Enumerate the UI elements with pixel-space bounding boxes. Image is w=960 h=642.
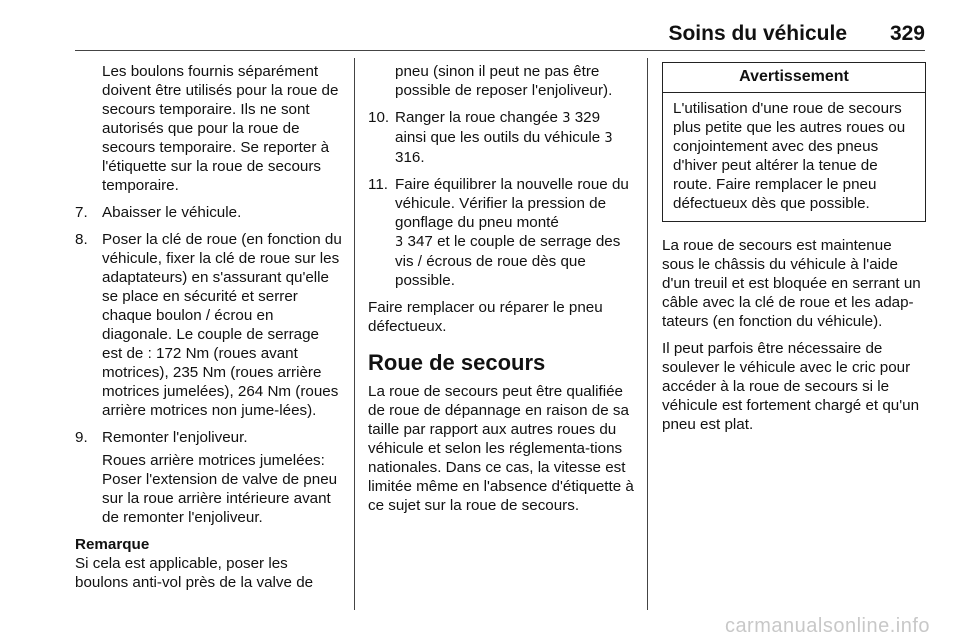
step-text: et le couple de serrage des vis / écrous de roue dès que possible.: [395, 233, 621, 289]
section-heading: Roue de secours: [368, 350, 546, 375]
step-number: 7.: [75, 204, 88, 221]
jack-paragraph: Il peut parfois être nécessaire de soulever le véhicule avec le cric pour accéder à la roue de secours si le véhicule est fortement chargé et qu'un pneu est plat.: [662, 340, 920, 433]
column-3: [662, 62, 926, 442]
step-number: 10.: [368, 109, 390, 126]
page-ref[interactable]: 316.: [395, 149, 425, 166]
step-text: Poser la clé de roue (en fonction du véhicule, fixer la clé de roue sur les adaptateurs) en s'assurant qu'elle se place en sécurité et serrer chaque boulon / écrou en diagonale. Le couple de serrage est de : 172 Nm (roues avant motrices), 235 Nm (roues arrière motrices jumelées), 264 Nm (roues arrière motrices non jume-lées).: [102, 231, 342, 419]
intro-paragraph: Les boulons fournis séparément doivent être utilisés pour la roue de secours temporaire. Ils ne sont autorisés que pour la roue de secours temporaire. Se reporter à l'étiquette sur la roue de secours temporaire.: [102, 63, 339, 194]
step-number: 11.: [368, 176, 388, 193]
step-9-note: Roues arrière motrices jumelées: Poser l'extension de valve de pneu sur la roue arrière intérieure avant de remonter l'enjoliveur.: [102, 452, 338, 526]
step-text: Remonter l'enjoliveur.: [102, 429, 248, 446]
warning-box: [662, 62, 926, 222]
page-header: [75, 22, 925, 50]
warning-title: Avertissement: [663, 63, 925, 93]
continued-text: pneu (sinon il peut ne pas être possible de reposer l'enjoliveur).: [395, 63, 613, 99]
step-text: Faire équilibrer la nouvelle roue du véhicule. Vérifier la pression de gonflage du pneu monté: [395, 176, 629, 231]
header-divider: [75, 50, 925, 51]
page-number: 329: [889, 22, 925, 45]
page-ref-arrow-icon: 3: [604, 131, 613, 146]
list-item-11: [368, 175, 634, 290]
warning-text: L'utilisation d'une roue de secours plus petite que les autres roues ou conjointement avec des pneus d'hiver peut altérer la tenue de route. Faire remplacer le pneu défectueux dès que possible.: [673, 100, 906, 212]
watermark-logo: carmanualsonline.info: [724, 615, 930, 637]
page-ref[interactable]: 347: [407, 233, 433, 250]
step-number: 9.: [75, 429, 88, 446]
spare-wheel-paragraph: La roue de secours peut être qualifiée de roue de dépannage en raison de sa taille par rapport aux autres roues du véhicule et selon les réglementa-tions nationales. Dans ce cas, la vitesse est limitée même en l'absence d'étiquette à ce sujet sur la roue de secours.: [368, 383, 634, 514]
replace-paragraph: Faire remplacer ou réparer le pneu défectueux.: [368, 299, 603, 335]
column-divider-2: [647, 58, 648, 610]
page-ref-arrow-icon: 3: [562, 111, 571, 126]
step-number: 8.: [75, 231, 88, 248]
step-text: ainsi que les outils du véhicule: [395, 129, 601, 146]
remark-title: Remarque: [75, 536, 150, 553]
column-divider-1: [354, 58, 355, 610]
page-ref[interactable]: 329: [574, 109, 601, 126]
remark-text: Si cela est applicable, poser les boulons anti-vol près de la valve de: [75, 555, 314, 591]
list-item-9: [75, 428, 343, 447]
section-title: Soins du véhicule: [668, 22, 847, 45]
page-ref-arrow-icon: 3: [395, 235, 404, 250]
list-item-7: [75, 203, 343, 222]
column-2: [368, 62, 634, 523]
step-text: Abaisser le véhicule.: [102, 204, 242, 221]
list-item-8: [75, 230, 343, 420]
column-1: [75, 62, 343, 600]
spare-location-paragraph: La roue de secours est maintenue sous le châssis du véhicule à l'aide d'un treuil et est bloquée en serrant un câble avec la clé de roue et les adap-tateurs (en fonction du véhicule).: [662, 237, 921, 330]
list-item-10: [368, 108, 634, 167]
step-text: Ranger la roue changée: [395, 109, 558, 126]
